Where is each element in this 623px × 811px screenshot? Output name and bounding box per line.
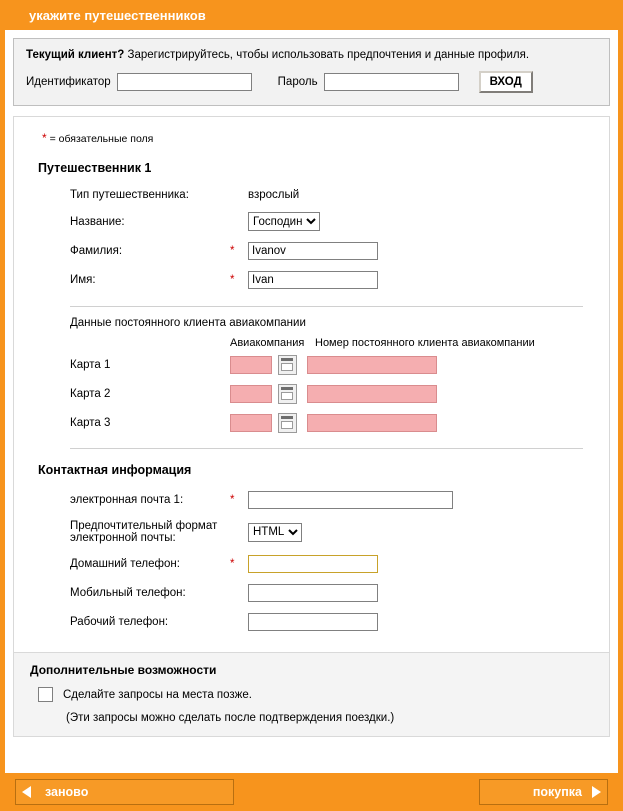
home-phone-required-star: * [230,558,235,570]
work-phone-star [230,613,248,642]
table-row [70,413,437,442]
traveler-fields-table [70,189,378,300]
frequent-flyer-card-label: Карта 1 [70,359,111,371]
frequent-flyer-card-label: Карта 3 [70,417,111,429]
login-password-label: Пароль [277,76,318,88]
work-phone-label: Рабочий телефон: [70,616,169,628]
firstname-required-star: * [230,274,235,286]
email-format-label: Предпочтительный формат электронной почты: [70,520,218,544]
contact-section-title: Контактная информация [38,463,192,477]
lastname-row [70,242,378,271]
required-star-icon: * [42,131,47,145]
traveler-form [13,116,610,652]
firstname-input-cell [248,271,378,300]
login-id-label: Идентификатор [26,76,111,88]
traveler-type-value: взрослый [248,189,300,201]
frequent-flyer-number-input[interactable] [307,414,437,432]
login-note-bold: Текущий клиент? [26,49,125,61]
login-submit-button[interactable]: ВХОД [479,71,533,93]
firstname-input[interactable] [248,271,378,289]
login-note-rest: Зарегистрируйтесь, чтобы использовать предпочтения и данные профиля. [124,49,530,61]
existing-customer-login-panel [13,38,610,106]
firstname-row [70,271,378,300]
home-phone-label: Домашний телефон: [70,558,180,570]
frequent-flyer-airline-input[interactable] [230,414,272,432]
email-label: электронная почта 1: [70,494,184,506]
frequent-flyer-airline-cell [230,384,297,413]
lastname-required-star: * [230,245,235,257]
purchase-button[interactable] [479,779,608,805]
frequent-flyer-section-title: Данные постоянного клиента авиакомпании [70,317,306,329]
firstname-label: Имя: [70,274,96,286]
frequent-flyer-number-input[interactable] [307,356,437,374]
contact-fields-table [70,491,453,642]
frequent-flyer-airline-input[interactable] [230,356,272,374]
title-star [230,212,248,242]
home-phone-input[interactable] [248,555,378,573]
mobile-phone-input-cell [248,584,453,613]
table-row [70,384,437,413]
email-input[interactable] [248,491,453,509]
bottom-action-bar [5,773,618,811]
lastname-input-cell [248,242,378,271]
title-label: Название: [70,215,125,228]
divider [70,306,583,307]
email-input-cell [248,491,453,520]
page-title: укажите путешественников [29,7,206,23]
arrow-right-icon [592,786,601,798]
mobile-phone-input[interactable] [248,584,378,602]
traveler-section-title: Путешественник 1 [38,161,152,175]
airline-lookup-icon[interactable] [278,355,297,375]
email-format-star [230,520,248,555]
email-format-select-cell [248,520,453,555]
page-title-bar [5,0,618,30]
traveler-type-row [70,189,378,212]
frequent-flyer-number-cell [297,413,437,442]
frequent-flyer-table [70,355,437,442]
traveler-type-star [230,189,248,212]
mobile-phone-row [70,584,453,613]
email-required-star: * [230,494,235,506]
title-row [70,212,378,242]
additional-options-panel [13,652,610,737]
seat-request-label: Сделайте запросы на места позже. [63,688,252,701]
work-phone-input[interactable] [248,613,378,631]
divider [70,448,583,449]
frequent-flyer-number-cell [297,384,437,413]
purchase-button-label: покупка [532,785,582,799]
login-note [26,49,597,61]
email-row [70,491,453,520]
email-format-select[interactable] [248,523,302,542]
frequent-flyer-airline-header: Авиакомпания [230,337,305,349]
airline-lookup-icon[interactable] [278,413,297,433]
required-legend-text: = обязательные поля [49,133,154,145]
restart-button-label: заново [45,785,89,799]
table-row [70,355,437,384]
mobile-phone-star [230,584,248,613]
home-phone-row [70,555,453,584]
frequent-flyer-number-cell [297,355,437,384]
frequent-flyer-airline-input[interactable] [230,385,272,403]
airline-lookup-icon[interactable] [278,384,297,404]
email-format-row [70,520,453,555]
required-fields-legend [42,131,593,145]
frequent-flyer-airline-cell [230,355,297,384]
title-select-cell [248,212,378,242]
title-select[interactable] [248,212,320,231]
mobile-phone-label: Мобильный телефон: [70,587,186,599]
restart-button[interactable] [15,779,234,805]
login-id-input[interactable] [117,73,252,91]
additional-options-title: Дополнительные возможности [30,663,217,677]
login-password-input[interactable] [324,73,459,91]
lastname-label: Фамилия: [70,245,123,257]
frequent-flyer-column-headers [70,337,593,349]
lastname-input[interactable] [248,242,378,260]
login-row [26,71,597,93]
seat-request-row [38,687,593,702]
frequent-flyer-airline-cell [230,413,297,442]
work-phone-input-cell [248,613,453,642]
seat-request-checkbox[interactable] [38,687,53,702]
frequent-flyer-number-header: Номер постоянного клиента авиакомпании [315,337,535,349]
seat-request-note: (Эти запросы можно сделать после подтверждения поездки.) [66,712,395,724]
frequent-flyer-number-input[interactable] [307,385,437,403]
work-phone-row [70,613,453,642]
arrow-left-icon [22,786,31,798]
traveler-type-label: Тип путешественника: [70,189,189,201]
home-phone-input-cell [248,555,453,584]
frequent-flyer-card-label: Карта 2 [70,388,111,400]
